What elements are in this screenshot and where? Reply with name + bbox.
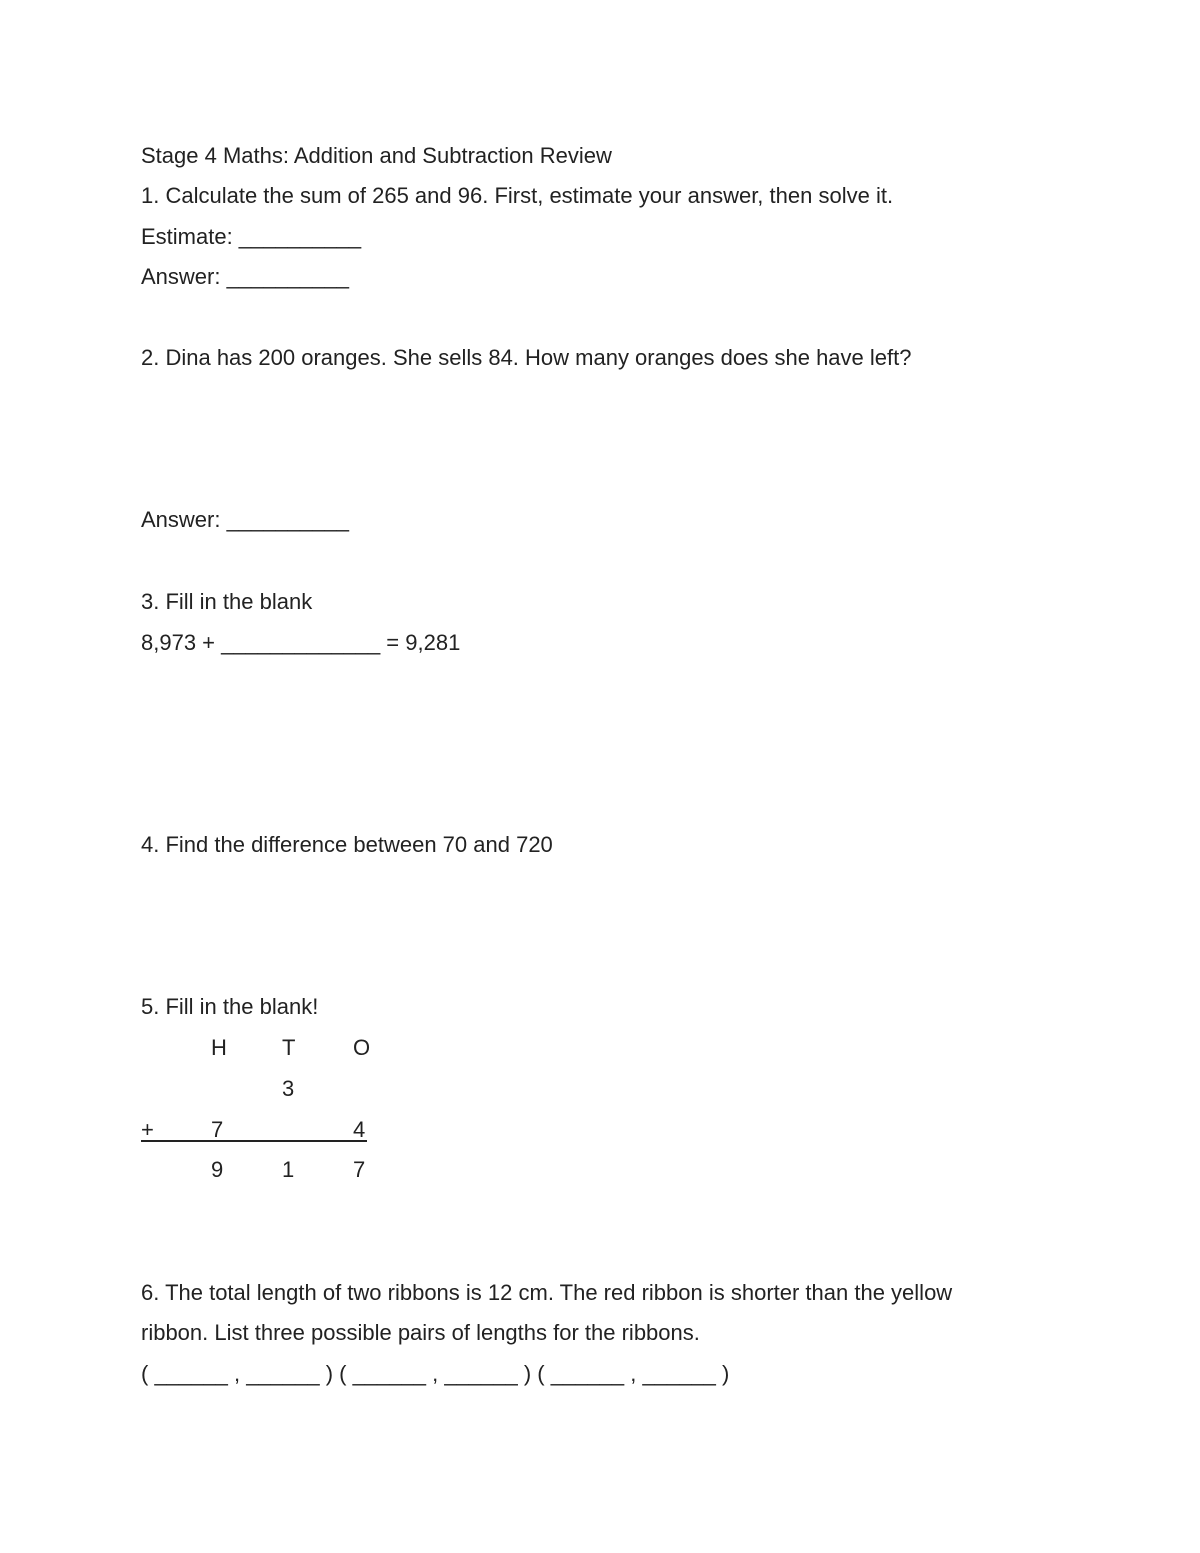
- row1-tens: 3: [282, 1076, 295, 1101]
- row2-ones: 4: [353, 1117, 366, 1142]
- result-ones: 7: [353, 1157, 366, 1182]
- row2-hundreds: 7: [211, 1117, 224, 1142]
- plus-operator: +: [141, 1117, 154, 1142]
- question-4-text: 4. Find the difference between 70 and 720: [141, 832, 553, 857]
- header-ones: O: [353, 1035, 371, 1060]
- question-2-answer-blank: Answer: __________: [141, 507, 349, 532]
- question-3-equation: 8,973 + _____________ = 9,281: [141, 630, 461, 655]
- sum-underline: [141, 1140, 367, 1142]
- result-hundreds: 9: [211, 1157, 224, 1182]
- question-1-text: 1. Calculate the sum of 265 and 96. First, estimate your answer, then solve it.: [141, 183, 894, 208]
- header-hundreds: H: [211, 1035, 227, 1060]
- question-2-text: 2. Dina has 200 oranges. She sells 84. How many oranges does she have left?: [141, 345, 912, 370]
- question-3-text: 3. Fill in the blank: [141, 589, 313, 614]
- question-6-text-line1: 6. The total length of two ribbons is 12 cm. The red ribbon is shorter than the yellow: [141, 1280, 953, 1305]
- question-1-answer-blank: Answer: __________: [141, 264, 349, 289]
- result-tens: 1: [282, 1157, 295, 1182]
- question-1-estimate-blank: Estimate: __________: [141, 224, 362, 249]
- question-6-text-line2: ribbon. List three possible pairs of lengths for the ribbons.: [141, 1320, 700, 1345]
- question-5-text: 5. Fill in the blank!: [141, 994, 319, 1019]
- header-tens: T: [282, 1035, 296, 1060]
- worksheet-title: Stage 4 Maths: Addition and Subtraction Review: [141, 143, 612, 168]
- question-6-pairs-blanks: ( ______ , ______ ) ( ______ , ______ ) ( ______ , ______ ): [141, 1361, 730, 1386]
